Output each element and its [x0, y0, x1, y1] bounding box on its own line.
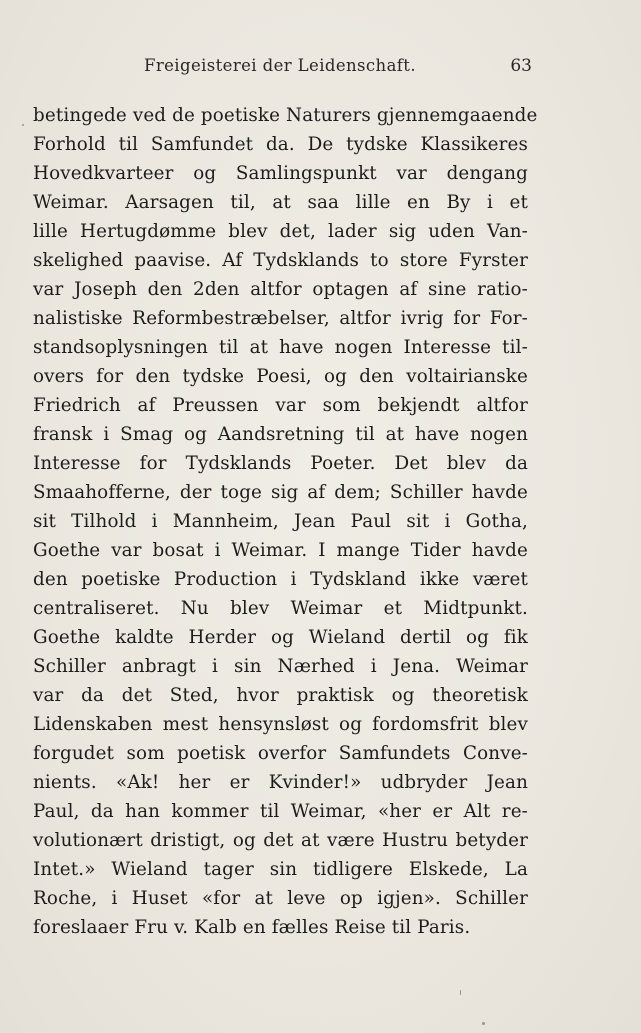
text-line: foreslaaer Fru v. Kalb en fælles Reise til Paris.	[33, 917, 471, 938]
text-line: volutionært dristigt, og det at være Hustru betyder	[33, 830, 528, 851]
text-line: skelighed paavise. Af Tydsklands to store Fyrster	[33, 250, 528, 271]
paper-speck	[482, 1022, 485, 1025]
text-line: Interesse for Tydsklands Poeter. Det blev da	[33, 453, 528, 474]
paper-speck	[22, 124, 24, 126]
text-line: Schiller anbragt i sin Nærhed i Jena. Weimar	[33, 656, 528, 677]
text-line: Friedrich af Preussen var som bekjendt altfor	[33, 395, 528, 416]
running-title: Freigeisterei der Leidenschaft.	[144, 56, 416, 75]
text-line: sit Tilhold i Mannheim, Jean Paul sit i Gotha,	[33, 511, 528, 532]
running-head	[0, 56, 641, 82]
text-line: var da det Sted, hvor praktisk og theoretisk	[33, 685, 528, 706]
text-line: overs for den tydske Poesi, og den voltairianske	[33, 366, 528, 387]
text-line: Forhold til Samfundet da. De tydske Klassikeres	[33, 134, 528, 155]
text-line: Weimar. Aarsagen til, at saa lille en By i et	[33, 192, 528, 213]
text-line: var Joseph den 2den altfor optagen af sine ratio-	[33, 279, 528, 300]
text-line: standsoplysningen til at have nogen Interesse til-	[33, 337, 528, 358]
text-line: Hovedkvarteer og Samlingspunkt var dengang	[33, 163, 528, 184]
text-line: forgudet som poetisk overfor Samfundets Conve-	[33, 743, 528, 764]
text-line: Goethe var bosat i Weimar. I mange Tider havde	[33, 540, 528, 561]
text-line: Smaahofferne, der toge sig af dem; Schiller havde	[33, 482, 528, 503]
text-line: Intet.» Wieland tager sin tidligere Elskede, La	[33, 859, 528, 880]
text-line: den poetiske Production i Tydskland ikke været	[33, 569, 528, 590]
text-line: betingede ved de poetiske Naturers gjennemgaaende	[33, 105, 538, 126]
text-line: Lidenskaben mest hensynsløst og fordomsfrit blev	[33, 714, 528, 735]
text-line: centraliseret. Nu blev Weimar et Midtpunkt.	[33, 598, 528, 619]
text-line: nients. «Ak! her er Kvinder!» udbryder Jean	[33, 772, 528, 793]
text-line: lille Hertugdømme blev det, lader sig uden Van-	[33, 221, 528, 242]
text-line: Goethe kaldte Herder og Wieland dertil og fik	[33, 627, 528, 648]
text-line: fransk i Smag og Aandsretning til at have nogen	[33, 424, 528, 445]
text-line: Roche, i Huset «for at leve op igjen». Schiller	[33, 888, 528, 909]
paper-speck	[460, 990, 461, 995]
body-text	[33, 101, 538, 942]
page-number: 63	[510, 56, 532, 76]
text-line: Paul, da han kommer til Weimar, «her er Alt re-	[33, 801, 528, 822]
text-line: nalistiske Reformbestræbelser, altfor ivrig for For-	[33, 308, 528, 329]
